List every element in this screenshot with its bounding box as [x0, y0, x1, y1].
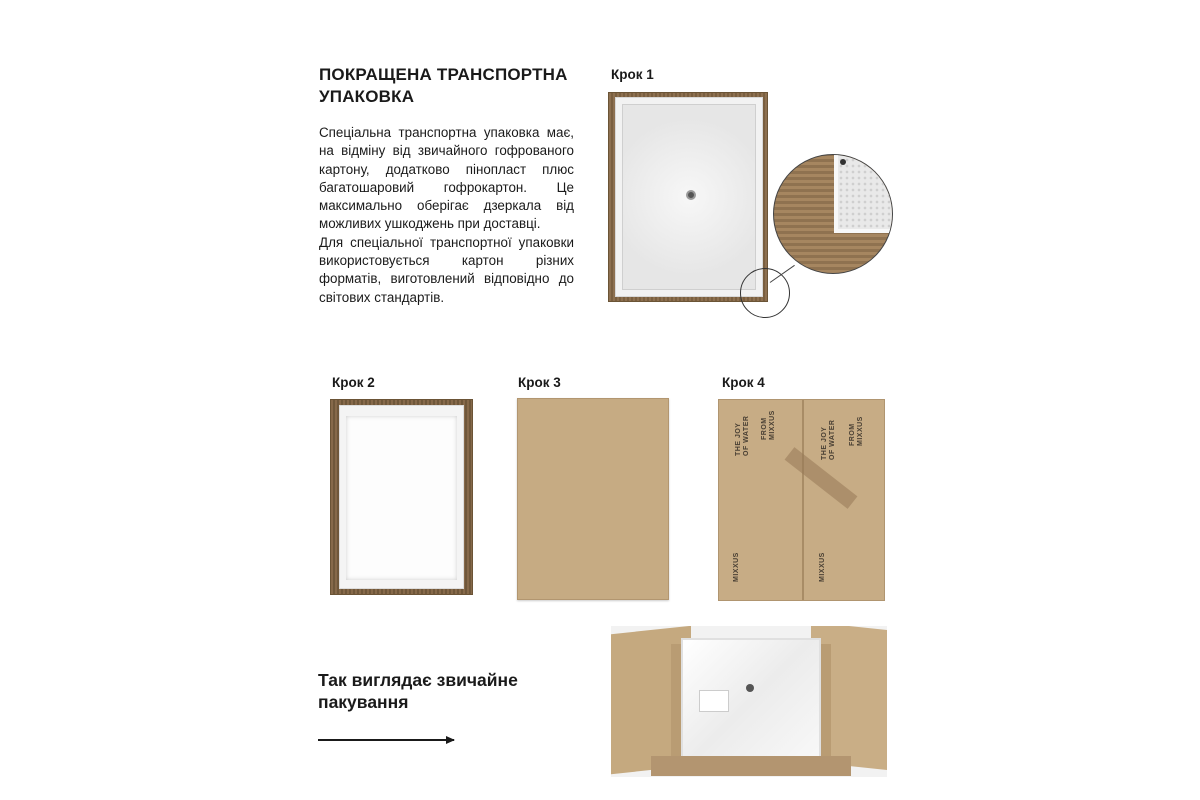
section-title: ПОКРАЩЕНА ТРАНСПОРТНА УПАКОВКА	[319, 65, 568, 106]
foam-panel	[346, 416, 457, 580]
step-4-label: Крок 4	[722, 375, 765, 390]
box-from-left: FROM	[761, 417, 768, 440]
intro-paragraph-1: Спеціальна транспортна упаковка має, на відміну від звичайного гофрованого картону, додатково пінопласт плюс багатошаровий гофрокартон. Це максимально оберігає дзеркала від можливих ушкоджень при доставці.	[319, 125, 574, 232]
box-brand-top-right: MIXXUS	[857, 416, 864, 446]
arrow-right-icon	[318, 739, 454, 741]
zoom-detail-photo	[773, 154, 893, 274]
mirror-center-hole	[686, 190, 696, 200]
step-1-photo	[608, 92, 768, 302]
bolt-detail	[840, 159, 846, 165]
intro-paragraph-2: Для спеціальної транспортної упаковки використовується картон різних форматів, виготовлений відповідно до світових стандартів.	[319, 234, 574, 305]
intro-text	[319, 124, 574, 307]
step-4-photo	[718, 399, 885, 601]
box-slogan-bottom-right: OF WATER	[829, 419, 836, 460]
detail-marker-ring	[740, 268, 790, 318]
step-2-label: Крок 2	[332, 375, 375, 390]
bubble-wrap-detail	[834, 154, 893, 233]
bottom-box-flap	[651, 756, 851, 776]
step-2-photo	[330, 399, 473, 595]
box-brand-side-left: MIXXUS	[733, 552, 740, 582]
box-slogan-top-left: THE JOY	[735, 422, 742, 456]
foam-frame	[615, 97, 763, 297]
arrow-head-icon	[446, 736, 455, 744]
step-3-label: Крок 3	[518, 375, 561, 390]
step-3-photo	[517, 398, 669, 600]
product-label	[699, 690, 729, 712]
box-slogan-bottom-left: OF WATER	[743, 415, 750, 456]
box-brand-side-right: MIXXUS	[819, 552, 826, 582]
step-1-label: Крок 1	[611, 67, 654, 82]
box-brand-top-left: MIXXUS	[769, 410, 776, 440]
ordinary-packaging-photo	[611, 626, 887, 777]
box-from-right: FROM	[849, 423, 856, 446]
box-flap-seam	[802, 400, 804, 600]
foam-layer	[339, 405, 464, 589]
mirror-center-hole	[746, 684, 754, 692]
ordinary-packaging-text: Так виглядає звичайне пакування	[318, 670, 518, 712]
box-slogan-top-right: THE JOY	[821, 426, 828, 460]
